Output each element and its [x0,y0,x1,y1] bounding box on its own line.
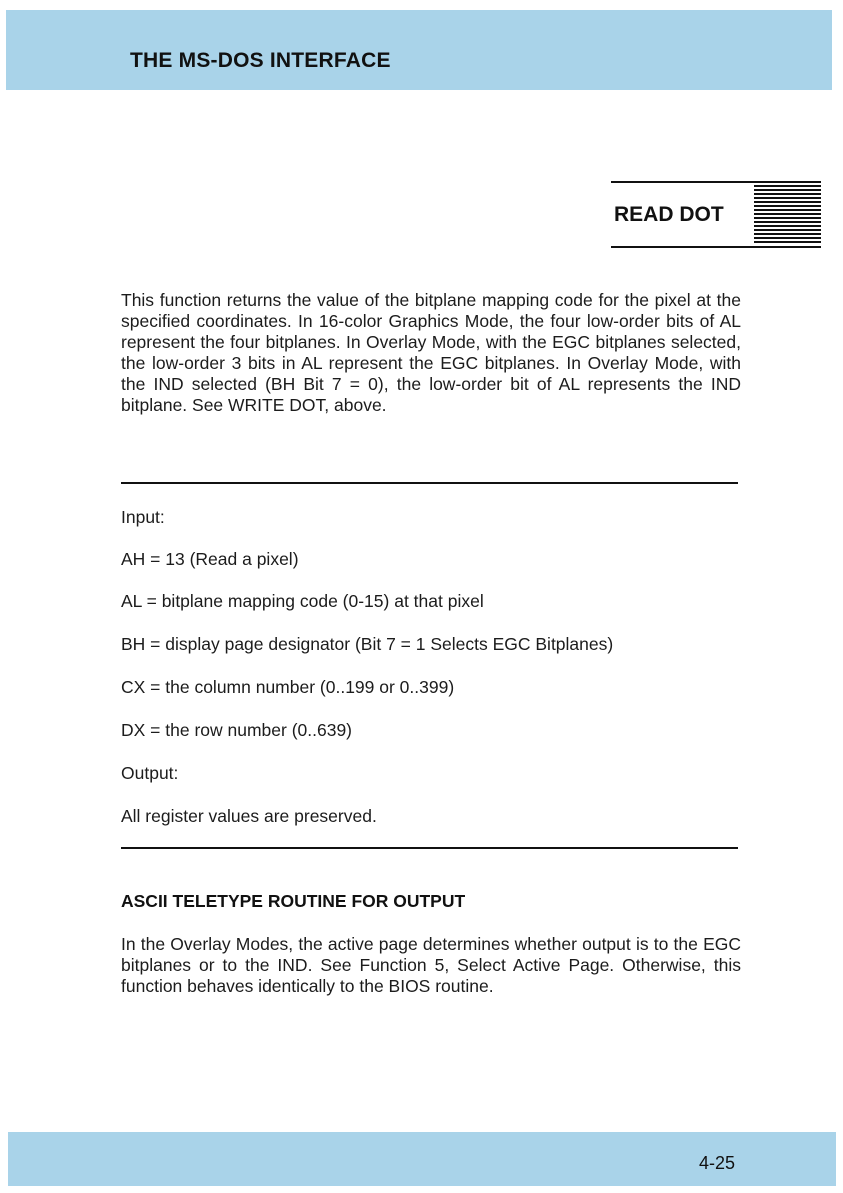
ascii-section-title: ASCII TELETYPE ROUTINE FOR OUTPUT [121,891,466,911]
striped-tab-graphic [754,185,821,244]
page-number: 4-25 [699,1153,736,1173]
register-line: DX = the row number (0..639) [121,720,353,740]
page-header-title: THE MS-DOS INTERFACE [130,49,391,72]
section-title: READ DOT [614,203,724,226]
divider-rule [121,482,738,484]
register-line: AL = bitplane mapping code (0-15) at that pixel [121,591,484,611]
register-line: AH = 13 (Read a pixel) [121,549,299,569]
register-line: BH = display page designator (Bit 7 = 1 Selects EGC Bitplanes) [121,634,614,654]
section-rule-bottom [611,246,821,248]
input-label: Input: [121,507,165,527]
output-text: All register values are preserved. [121,806,377,826]
output-label: Output: [121,763,179,783]
ascii-section-paragraph: In the Overlay Modes, the active page determines whether output is to the EGC bitplanes or to the IND. See Function 5, Select Active Page. Otherwise, this function behaves identically to the BIOS routine. [121,934,741,996]
section-rule-top [611,181,821,183]
divider-rule [121,847,738,849]
intro-paragraph: This function returns the value of the bitplane mapping code for the pixel at the specified coordinates. In 16-color Graphics Mode, the four low-order bits of AL represent the four bitplanes. In Overlay Mode, with the EGC bitplanes selected, the low-order 3 bits in AL represent the EGC bitplanes. In Overlay Mode, with the IND selected (BH Bit 7 = 0), the low-order bit of AL represents the IND bitplane. See WRITE DOT, above. [121,290,741,415]
register-line: CX = the column number (0..199 or 0..399) [121,677,455,697]
